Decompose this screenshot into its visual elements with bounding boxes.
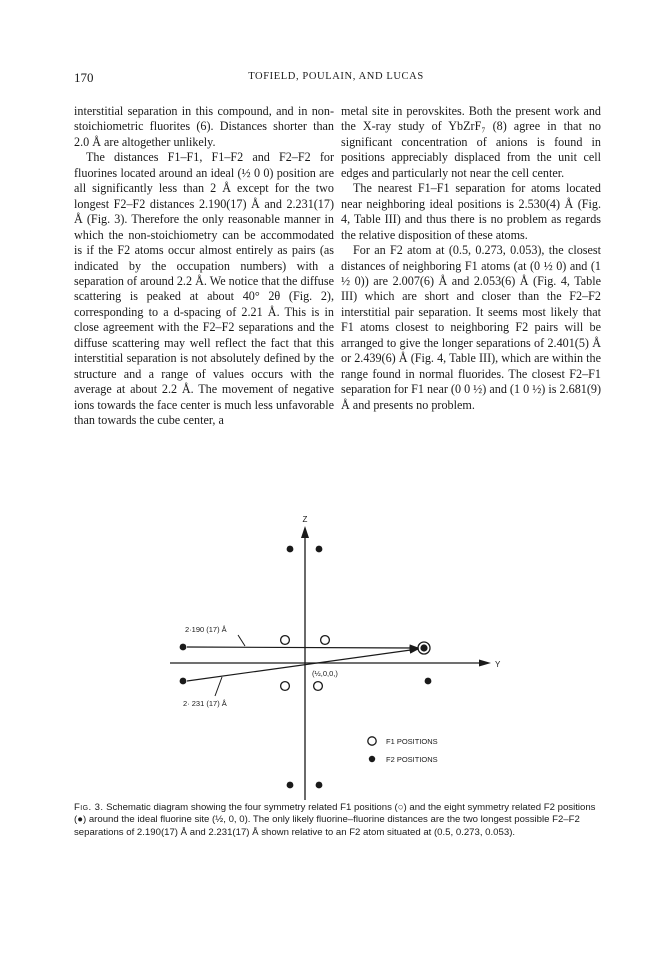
label-2231: 2· 231 (17) Å [183, 699, 227, 708]
z-axis-arrow [301, 526, 309, 538]
right-column [341, 104, 601, 413]
legend-f2-symbol [369, 756, 375, 762]
f1-position [281, 636, 290, 645]
f1-position [281, 682, 290, 691]
paragraph: interstitial separation in this compound, and in non-stoichiometric fluorites (6). Distances shorter than 2.0 Å are altogether unlikely. [74, 104, 334, 149]
label-2190: 2·190 (17) Å [185, 625, 227, 634]
caption-label: Fig. 3. [74, 802, 104, 813]
origin-label: (½,0,0,) [312, 669, 338, 678]
separation-line-2231 [187, 649, 418, 681]
f2-position [287, 546, 294, 553]
f2-position [425, 678, 432, 685]
y-axis-arrow [479, 660, 491, 667]
paragraph: For an F2 atom at (0.5, 0.273, 0.053), the closest distances of neighboring F1 atoms (at (0 ½ 0) and (1 ½ 0)) are 2.007(6) Å and 2.053(6) Å (Fig. 4, Table III) which are short and closer than the F2–F2 interstitial pair separation. It seems most likely that F1 atoms closest to neighboring F2 pairs will be arranged to give the longer separations of 2.401(5) Å or 2.439(6) Å (Fig. 4, Table III), which are within the range found in normal fluorides. The closest F2–F1 separation for F1 near (0 0 ½) and (1 0 ½) is 2.681(9) Å and presents no problem. [341, 243, 601, 412]
f1-position [314, 682, 323, 691]
reference-f2-atom-core [420, 644, 427, 651]
leader-line-top [238, 635, 245, 646]
paragraph: The nearest F1–F1 separation for atoms located near neighboring ideal positions is 2.530(4) Å (Fig. 4, Table III) and thus there is no problem as regards the relative disposition of these atoms. [341, 181, 601, 242]
caption-text: Schematic diagram showing the four symmetry related F1 positions (○) and the eight symmetry related F2 positions (●) around the ideal fluorine site (½, 0, 0). The only likely fluorine–fluorine distances are the two longest possible F2–F2 separations of 2.190(17) Å and 2.231(17) Å shown relative to an F2 atom situated at (0.5, 0.273, 0.053). [74, 802, 596, 838]
separation-line-2190 [187, 647, 418, 648]
f2-position [316, 782, 323, 789]
figure-caption [74, 802, 602, 839]
legend-f1-symbol [368, 737, 376, 745]
left-column [74, 104, 334, 429]
y-axis-label: Y [495, 660, 501, 669]
running-head: TOFIELD, POULAIN, AND LUCAS [248, 71, 424, 82]
schematic-diagram [150, 510, 510, 802]
paragraph: metal site in perovskites. Both the present work and the X-ray study of YbZrF₇ (8) agree in that no significant concentration of anions is found in positions appreciably displaced from the unit cell edges and particularly not near the cell center. [341, 104, 601, 180]
f2-position [180, 678, 187, 685]
f2-position [180, 644, 187, 651]
f2-position [287, 782, 294, 789]
legend-f2-label: F2 POSITIONS [386, 755, 438, 764]
z-axis-label: Z [302, 515, 308, 524]
f1-position [321, 636, 330, 645]
figure-3 [150, 510, 510, 802]
f2-position [316, 546, 323, 553]
legend-f1-label: F1 POSITIONS [386, 737, 438, 746]
leader-line-bottom [215, 677, 222, 696]
paragraph: The distances F1–F1, F1–F2 and F2–F2 for fluorines located around an ideal (½ 0 0) position are all significantly less than 2 Å except for the two longest F2–F2 distances 2.190(17) Å and 2.231(17) Å (Fig. 3). Therefore the only reasonable manner in which the non-stoichiometry can be accommodated is if the F2 atoms occur almost entirely as pairs (as indicated by the occupation numbers) with a separation of around 2.2 Å. We notice that the diffuse scattering is peaked at about 40° 2θ (Fig. 2), corresponding to a d-spacing of 2.21 Å. This is in close agreement with the F2–F2 separations and the diffuse scattering may well reflect the fact that this interstitial separation is not absolutely defined by the structure and a range of values occurs with the average at about 2.2 Å. The movement of negative ions towards the face center is much less unfavorable than towards the cube center, a [74, 150, 334, 428]
page-number: 170 [74, 70, 94, 85]
